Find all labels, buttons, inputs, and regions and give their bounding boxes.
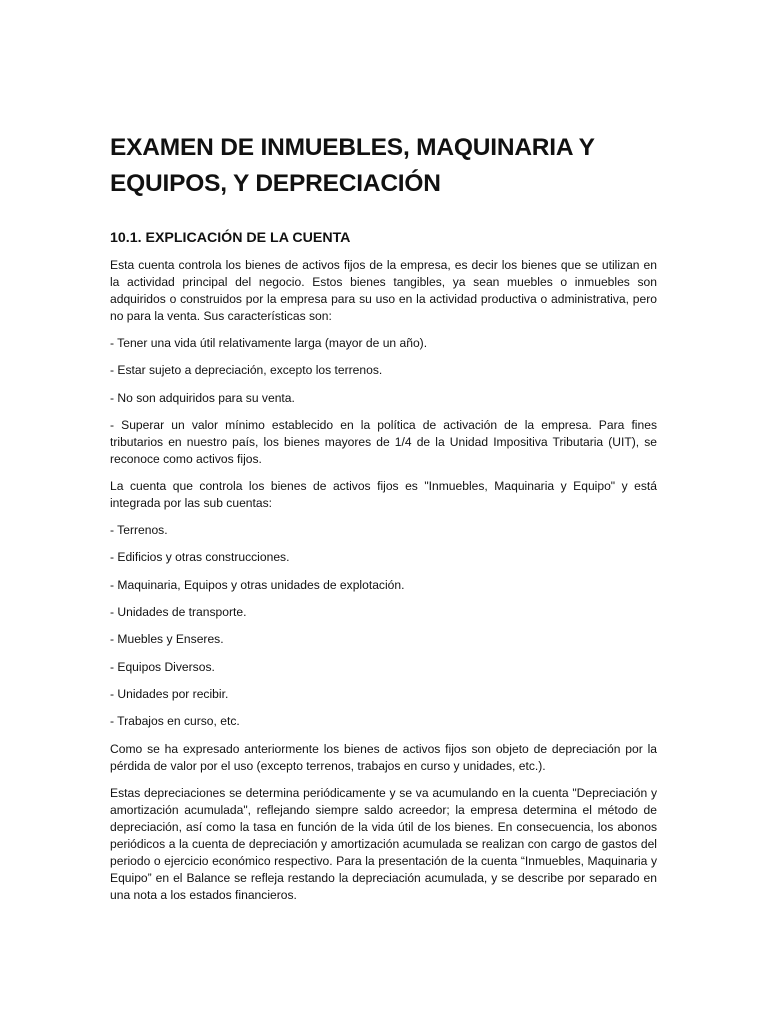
characteristic-item: - No son adquiridos para su venta.: [110, 390, 295, 405]
characteristic-item: - Superar un valor mínimo establecido en la política de activación de la empresa. Para fines tributarios en nuestro país, los bienes mayores de 1/4 de la Unidad Impositiva Tributaria (UIT), se reconoce como activos fijos.: [110, 417, 657, 466]
characteristic-item: - Estar sujeto a depreciación, excepto los terrenos.: [110, 363, 383, 378]
subaccount-item: - Maquinaria, Equipos y otras unidades de explotación.: [110, 577, 405, 592]
subaccount-item: - Muebles y Enseres.: [110, 632, 224, 647]
characteristic-item: - Tener una vida útil relativamente larga (mayor de un año).: [110, 336, 428, 350]
document-title: EXAMEN DE INMUEBLES, MAQUINARIA Y EQUIPOS, Y DEPRECIACIÓN: [110, 134, 595, 197]
subaccount-item: - Unidades de transporte.: [110, 605, 247, 620]
closing-paragraph: Estas depreciaciones se determina periódicamente y se va acumulando en la cuenta "Depreciación y amortización acumulada", reflejando siempre saldo acreedor; la empresa determina el método de depreciación, así como la tasa en función de la vida útil de los bienes. En consecuencia, los abonos periódicos a la cuenta de depreciación y amortización acumulada se realizan con cargo de gastos del periodo o ejercicio económico respectivo. Para la presentación de la cuenta “Inmuebles, Maquinaria y Equipo” en el Balance se refleja restando la depreciación acumulada, y se describe por separado en una nota a los estados financieros.: [110, 785, 657, 902]
section-heading: 10.1. EXPLICACIÓN DE LA CUENTA: [110, 230, 351, 246]
subaccount-item: - Edificios y otras construcciones.: [110, 550, 290, 565]
subaccounts-paragraph: La cuenta que controla los bienes de activos fijos es "Inmuebles, Maquinaria y Equipo" y está integrada por las sub cuentas:: [110, 479, 657, 511]
subaccount-item: - Terrenos.: [110, 523, 168, 538]
depreciation-paragraph: Como se ha expresado anteriormente los bienes de activos fijos son objeto de depreciación por la pérdida de valor por el uso (excepto terrenos, trabajos en curso y unidades, etc.).: [110, 741, 657, 773]
intro-paragraph: Esta cuenta controla los bienes de activos fijos de la empresa, es decir los bienes que se utilizan en la actividad principal del negocio. Estos bienes tangibles, ya sean muebles o inmuebles son adquiridos o construidos por la empresa para su uso en la actividad productiva o administrativa, pero no para la venta. Sus características son:: [110, 258, 657, 323]
subaccount-item: - Unidades por recibir.: [110, 686, 229, 701]
subaccount-item: - Trabajos en curso, etc.: [110, 714, 240, 729]
subaccount-item: - Equipos Diversos.: [110, 659, 215, 674]
document-page: [110, 130, 657, 914]
